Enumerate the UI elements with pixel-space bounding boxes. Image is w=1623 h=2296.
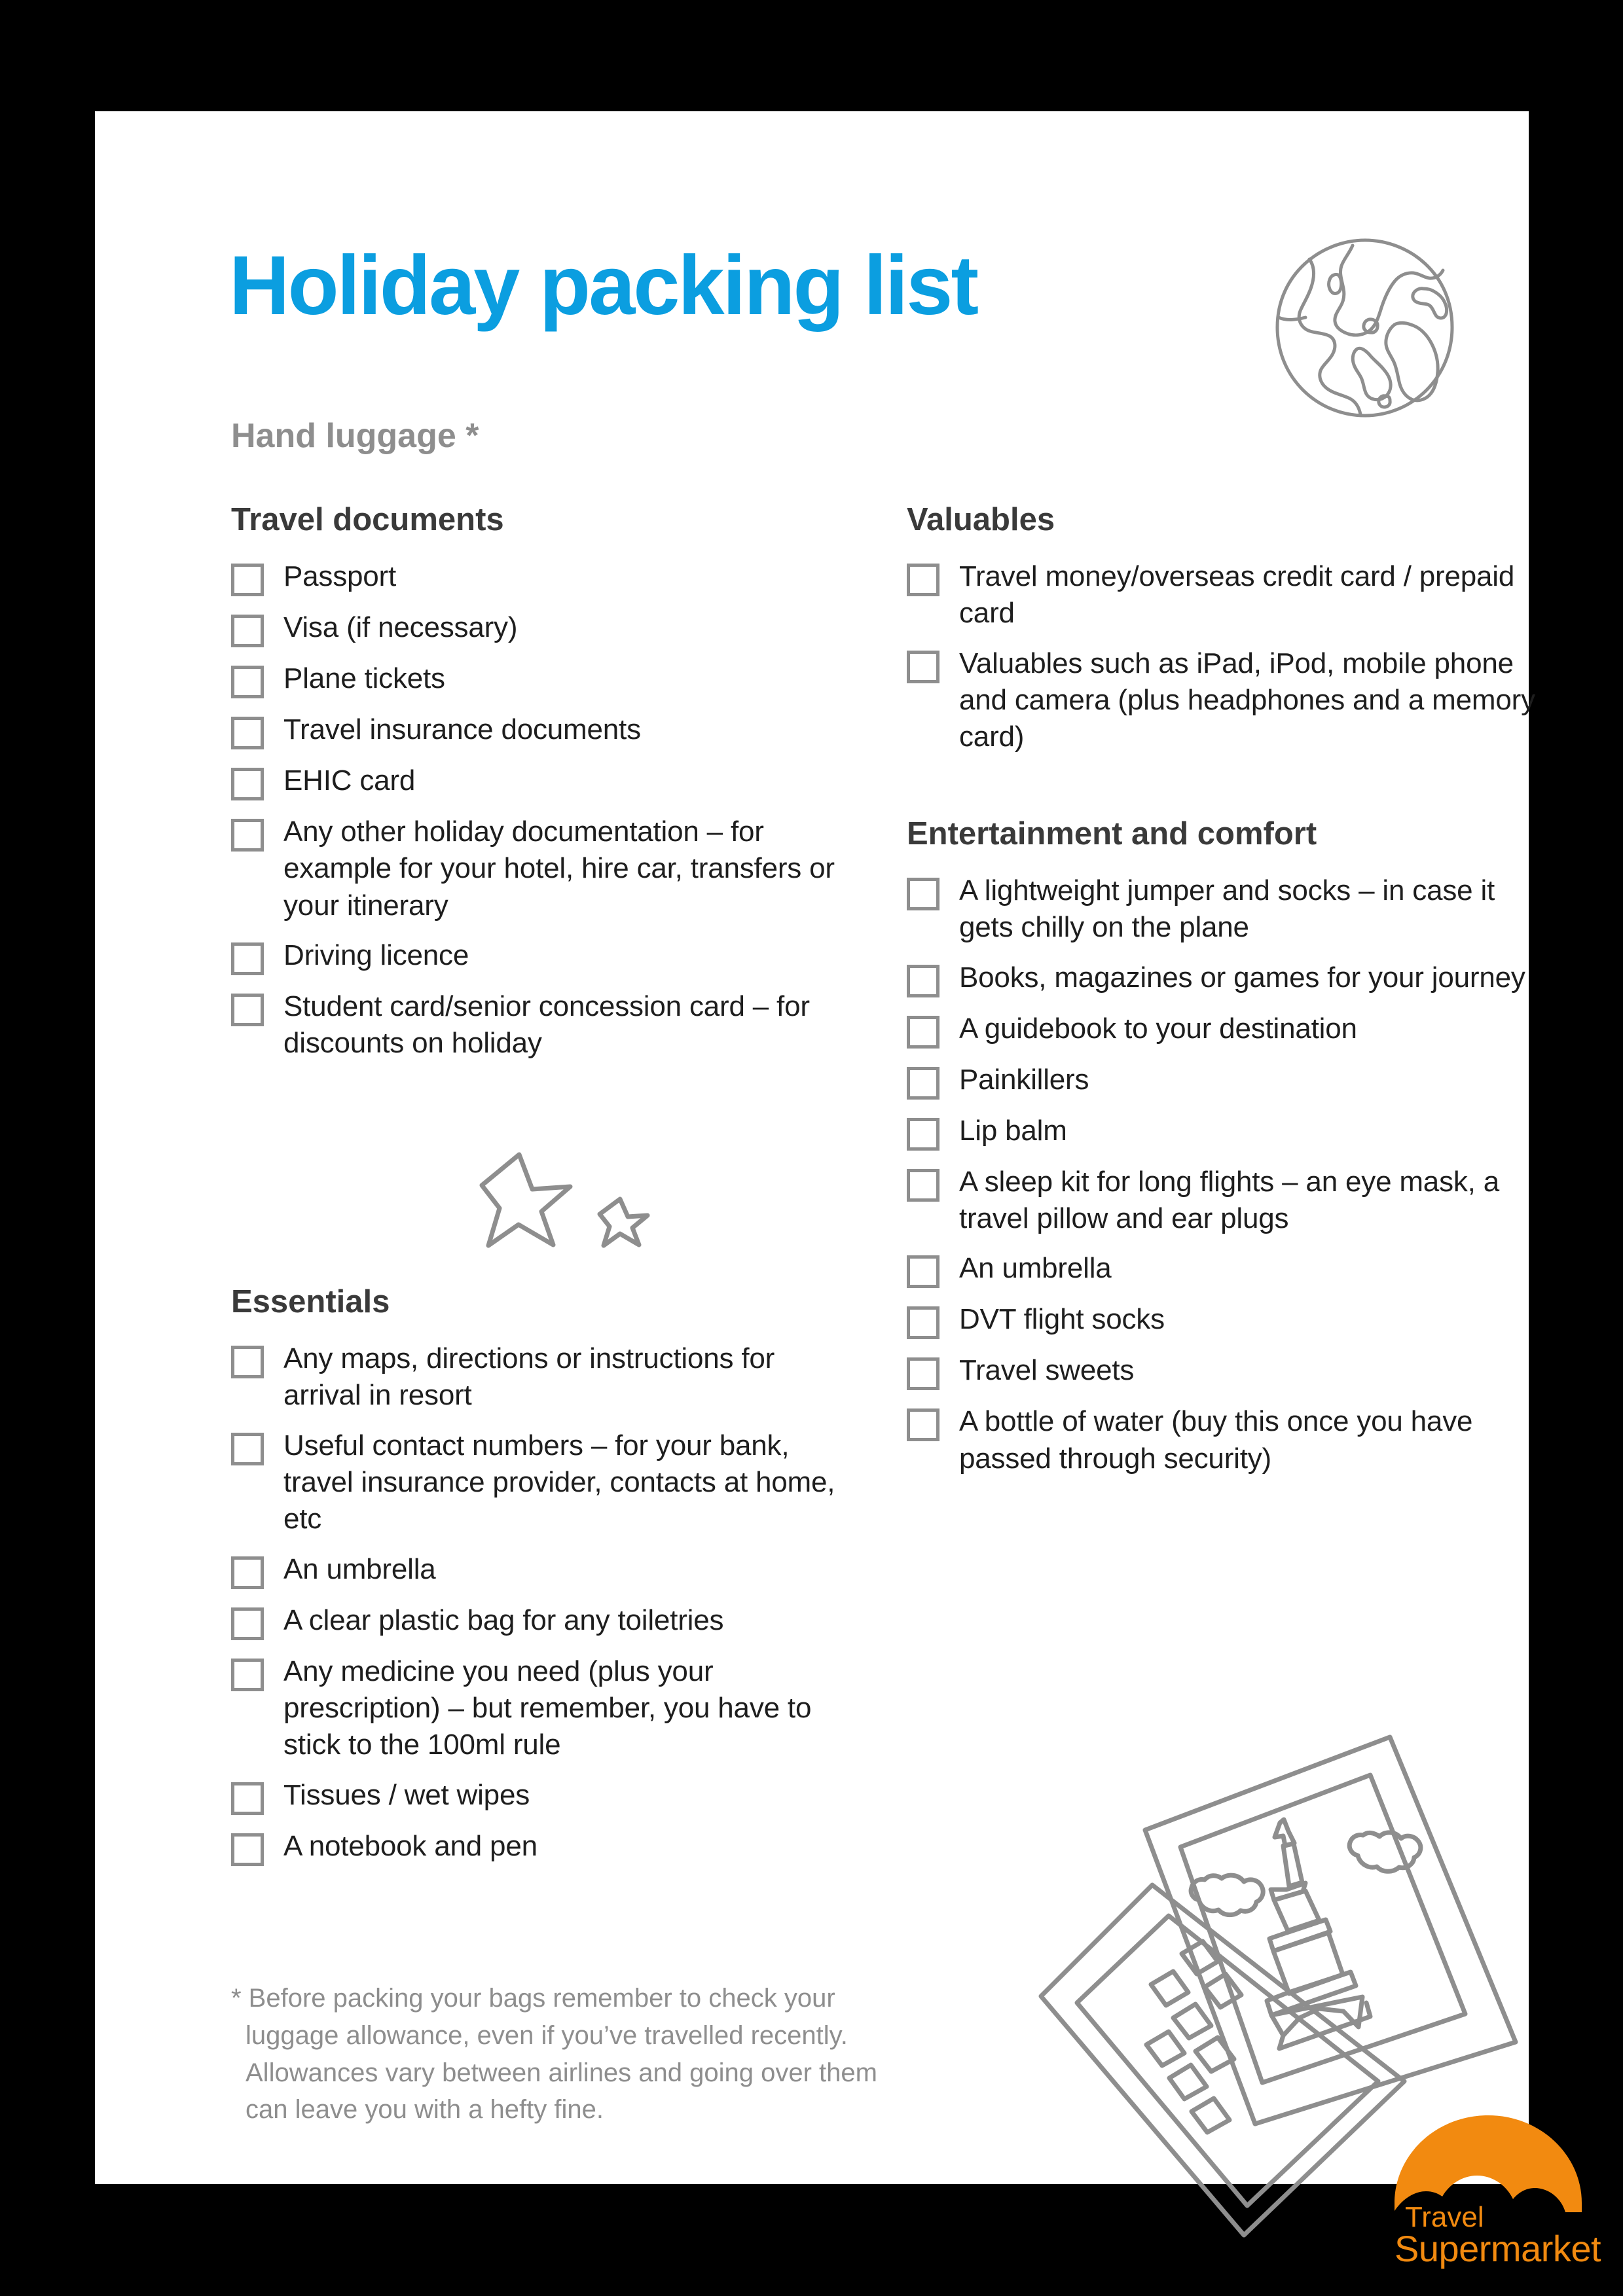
checkbox[interactable] (907, 1169, 939, 1202)
list-item-label: Travel money/overseas credit card / prepaid card (959, 560, 1515, 630)
list-item[interactable] (231, 558, 866, 596)
list-item-label: A lightweight jumper and socks – in case it gets chilly on the plane (959, 874, 1495, 944)
column-right (907, 504, 1542, 769)
section-entertainment-and-comfort (907, 818, 1542, 1490)
checkbox[interactable] (231, 1433, 264, 1465)
checkbox[interactable] (231, 615, 264, 647)
checkbox[interactable] (231, 1782, 264, 1815)
checkbox[interactable] (231, 768, 264, 800)
list-item[interactable] (907, 1301, 1542, 1339)
list-item[interactable] (907, 1062, 1542, 1100)
list-item[interactable] (231, 1551, 866, 1589)
section-essentials (231, 1286, 866, 1879)
section-heading-travel-documents: Travel documents (231, 502, 504, 537)
checkbox[interactable] (231, 564, 264, 596)
list-item-label: A guidebook to your destination (959, 1012, 1357, 1045)
list-item[interactable] (907, 1250, 1542, 1288)
list-item-label: Plane tickets (283, 662, 445, 694)
list-item-label: Any medicine you need (plus your prescription) – but remember, you have to stick to the 100ml rule (283, 1655, 812, 1761)
list-item[interactable] (907, 1011, 1542, 1049)
list-item-label: A sleep kit for long flights – an eye mask, a travel pillow and ear plugs (959, 1165, 1500, 1234)
list-item-label: Painkillers (959, 1063, 1089, 1096)
list-item-label: A bottle of water (buy this once you have passed through security) (959, 1405, 1473, 1475)
logo-line-1: Travel (1405, 2201, 1484, 2233)
list-item[interactable] (231, 660, 866, 698)
page-subtitle: Hand luggage * (231, 417, 479, 455)
list-item[interactable] (231, 1828, 866, 1866)
section-valuables (907, 504, 1542, 756)
section-heading-entertainment: Entertainment and comfort (907, 816, 1317, 852)
list-item-label: Visa (if necessary) (283, 611, 518, 643)
list-item[interactable] (231, 1777, 866, 1815)
list-item[interactable] (907, 960, 1542, 997)
list-item-label: Passport (283, 560, 397, 592)
list-item-label: EHIC card (283, 764, 416, 797)
list-item[interactable] (231, 937, 866, 975)
travelsupermarket-logo (1393, 2114, 1601, 2270)
list-item-label: A notebook and pen (283, 1829, 538, 1862)
list-item[interactable] (231, 762, 866, 800)
list-item[interactable] (231, 1427, 866, 1538)
checkbox[interactable] (907, 1408, 939, 1441)
checkbox[interactable] (231, 1833, 264, 1866)
checkbox[interactable] (231, 942, 264, 975)
section-heading-valuables: Valuables (907, 502, 1055, 537)
list-item[interactable] (231, 711, 866, 749)
list-item-label: Useful contact numbers – for your bank, travel insurance provider, contacts at home, etc (283, 1429, 835, 1535)
list-item[interactable] (231, 1340, 866, 1414)
list-item-label: An umbrella (959, 1252, 1112, 1285)
list-item[interactable] (907, 1113, 1542, 1151)
column-left (231, 504, 866, 1075)
list-item-label: Tissues / wet wipes (283, 1778, 530, 1811)
checkbox[interactable] (231, 1346, 264, 1378)
checkbox[interactable] (907, 1255, 939, 1288)
page-title: Holiday packing list (229, 239, 977, 332)
checkbox[interactable] (907, 1357, 939, 1390)
list-item-label: Travel insurance documents (283, 713, 641, 745)
checkbox[interactable] (231, 1556, 264, 1589)
checkbox[interactable] (231, 1659, 264, 1691)
list-item-label: Books, magazines or games for your journey (959, 961, 1525, 994)
list-item-label: Lip balm (959, 1114, 1067, 1147)
list-item-label: DVT flight socks (959, 1303, 1165, 1336)
checkbox[interactable] (907, 651, 939, 683)
logo-line-2: Supermarket (1395, 2228, 1601, 2270)
list-item-label: Driving licence (283, 939, 469, 971)
checkbox[interactable] (907, 1118, 939, 1151)
list-item-label: Travel sweets (959, 1354, 1135, 1387)
checkbox[interactable] (231, 717, 264, 749)
umbrella-icon (1393, 2114, 1583, 2212)
list-item[interactable] (231, 1653, 866, 1764)
list-item[interactable] (907, 645, 1542, 756)
checkbox[interactable] (231, 994, 264, 1026)
list-item[interactable] (907, 1352, 1542, 1390)
checkbox[interactable] (231, 666, 264, 698)
checkbox[interactable] (907, 1067, 939, 1100)
stars-icon (478, 1129, 681, 1260)
list-item[interactable] (231, 988, 866, 1062)
footnote: * Before packing your bags remember to check your luggage allowance, even if you’ve travelled recently. Allowances vary between airlines and going over them can leave you with a hefty fine. (231, 1984, 877, 2125)
checkbox[interactable] (907, 1016, 939, 1049)
packing-list-page (95, 111, 1601, 2270)
checkbox[interactable] (231, 819, 264, 852)
checkbox[interactable] (907, 564, 939, 596)
list-item-label: Student card/senior concession card – for discounts on holiday (283, 990, 810, 1060)
list-item-label: Any maps, directions or instructions for arrival in resort (283, 1342, 775, 1412)
checkbox[interactable] (907, 1306, 939, 1339)
section-travel-documents (231, 504, 866, 1062)
list-item-label: Any other holiday documentation – for example for your hotel, hire car, transfers or your itinerary (283, 816, 835, 922)
globe-icon (1270, 232, 1460, 422)
section-heading-essentials: Essentials (231, 1284, 390, 1319)
list-item-label: An umbrella (283, 1552, 436, 1585)
list-item-label: A clear plastic bag for any toiletries (283, 1604, 724, 1636)
list-item[interactable] (907, 872, 1542, 946)
checkbox[interactable] (231, 1607, 264, 1640)
list-item[interactable] (907, 558, 1542, 632)
list-item[interactable] (231, 609, 866, 647)
list-item-label: Valuables such as iPad, iPod, mobile phone and camera (plus headphones and a memory card) (959, 647, 1535, 753)
logo-wordmark (1393, 2201, 1601, 2270)
checkbox[interactable] (907, 965, 939, 997)
list-item[interactable] (231, 814, 866, 924)
list-item[interactable] (907, 1403, 1542, 1477)
list-item[interactable] (907, 1164, 1542, 1238)
checkbox[interactable] (907, 878, 939, 910)
list-item[interactable] (231, 1602, 866, 1640)
